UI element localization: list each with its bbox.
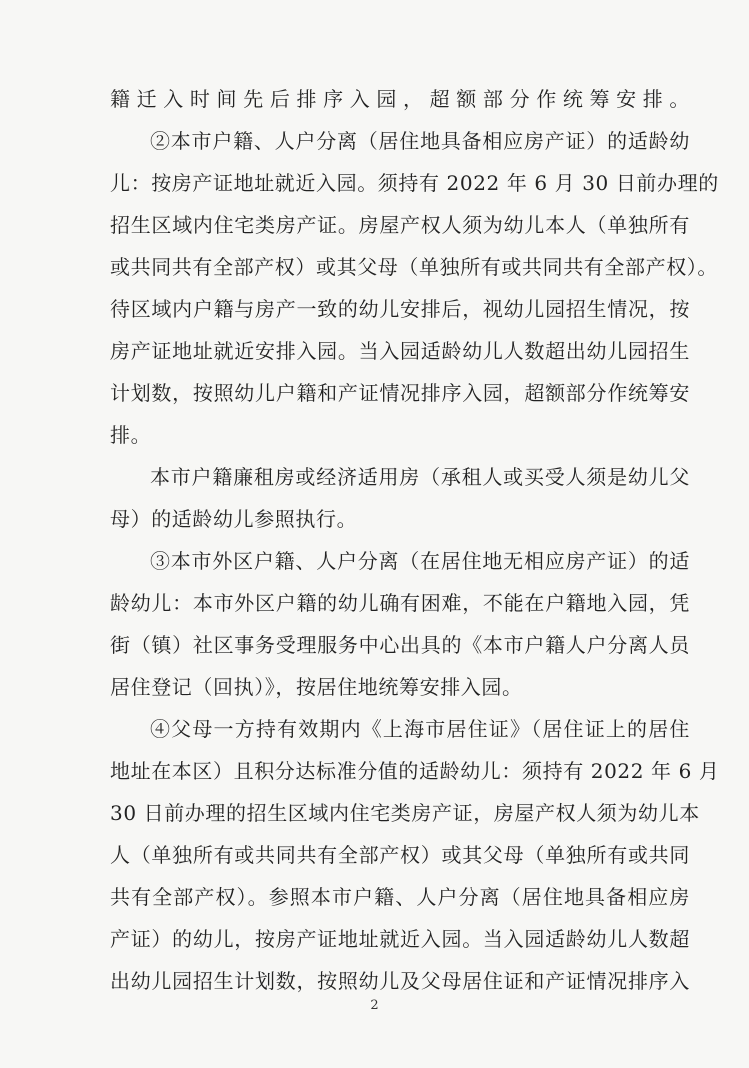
- text-line: 或共同共有全部产权）或其父母（单独所有或共同共有全部产权）。: [110, 255, 718, 279]
- text-line: 计划数，按照幼儿户籍和产证情况排序入园，超额部分作统筹安: [110, 381, 690, 405]
- text-line: 排。: [110, 423, 152, 447]
- page-number: 2: [370, 998, 379, 1013]
- text-line: ②本市户籍、人户分离（居住地具备相应房产证）的适龄幼: [150, 129, 690, 153]
- text-line: 30 日前办理的招生区域内住宅类房产证，房屋产权人须为幼儿本: [110, 801, 700, 825]
- text-line: 地址在本区）且积分达标准分值的适龄幼儿：须持有 2022 年 6 月: [110, 759, 720, 783]
- text-line: 籍迁入时间先后排序入园，超额部分作统筹安排。: [110, 87, 690, 111]
- text-line: 儿：按房产证地址就近入园。须持有 2022 年 6 月 30 日前办理的: [110, 171, 719, 195]
- text-line: 本市户籍廉租房或经济适用房（承租人或买受人须是幼儿父: [150, 465, 690, 489]
- text-line: 招生区域内住宅类房产证。房屋产权人须为幼儿本人（单独所有: [110, 213, 690, 237]
- text-line: ③本市外区户籍、人户分离（在居住地无相应房产证）的适: [150, 549, 690, 573]
- text-line: 母）的适龄幼儿参照执行。: [110, 507, 358, 531]
- text-line: 出幼儿园招生计划数，按照幼儿及父母居住证和产证情况排序入: [110, 969, 690, 993]
- text-line: 产证）的幼儿，按房产证地址就近入园。当入园适龄幼儿人数超: [110, 927, 690, 951]
- text-line: 房产证地址就近安排入园。当入园适龄幼儿人数超出幼儿园招生: [110, 339, 690, 363]
- text-line: ④父母一方持有效期内《上海市居住证》（居住证上的居住: [150, 717, 690, 741]
- text-line: 人（单独所有或共同共有全部产权）或其父母（单独所有或共同: [110, 843, 690, 867]
- text-line: 居住登记（回执）》，按居住地统筹安排入园。: [110, 675, 523, 699]
- text-line: 街（镇）社区事务受理服务中心出具的《本市户籍人户分离人员: [110, 633, 690, 657]
- text-line: 待区域内户籍与房产一致的幼儿安排后，视幼儿园招生情况，按: [110, 297, 690, 321]
- text-line: 龄幼儿：本市外区户籍的幼儿确有困难，不能在户籍地入园，凭: [110, 591, 690, 615]
- text-line: 共有全部产权）。参照本市户籍、人户分离（居住地具备相应房: [110, 885, 690, 909]
